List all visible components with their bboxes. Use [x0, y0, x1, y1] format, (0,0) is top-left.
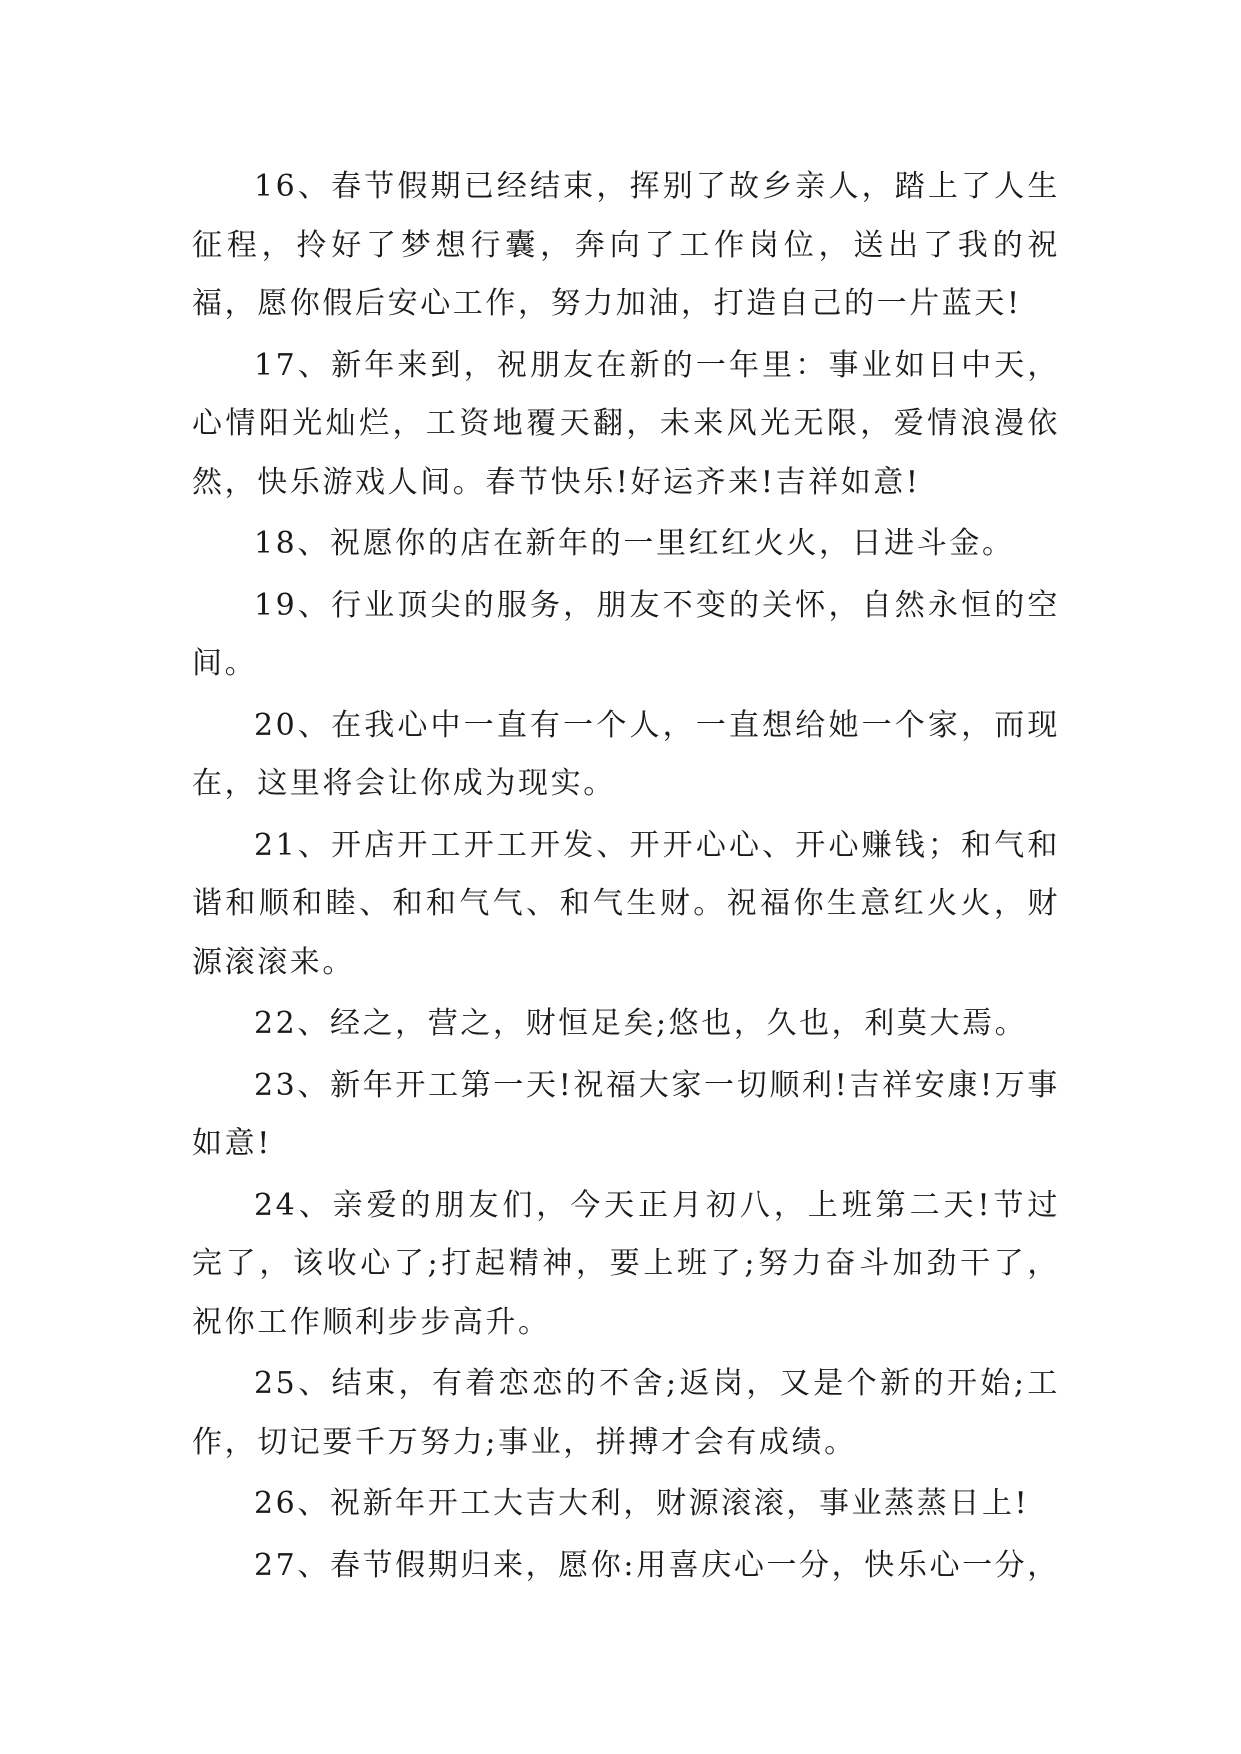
paragraph-27: 27、春节假期归来，愿你:用喜庆心一分，快乐心一分，	[254, 1547, 1060, 1583]
paragraph-20: 20、在我心中一直有一个人，一直想给她一个家，而现在，这里将会让你成为现实。	[192, 707, 1060, 801]
paragraph-23: 23、新年开工第一天!祝福大家一切顺利!吉祥安康!万事如意!	[192, 1067, 1060, 1161]
paragraph-19: 19、行业顶尖的服务，朋友不变的关怀，自然永恒的空间。	[192, 587, 1060, 681]
paragraph-22: 22、经之，营之，财恒足矣;悠也，久也，利莫大焉。	[254, 1006, 1028, 1041]
paragraph-26: 26、祝新年开工大吉大利，财源滚滚，事业蒸蒸日上!	[254, 1486, 1030, 1521]
paragraph-21: 21、开店开工开工开发、开开心心、开心赚钱；和气和谐和顺和睦、和和气气、和气生财。祝福你生意红火火，财源滚滚来。	[192, 827, 1060, 980]
document-body	[192, 158, 1060, 1598]
paragraph-16: 16、春节假期已经结束，挥别了故乡亲人，踏上了人生征程，拎好了梦想行囊，奔向了工作岗位，送出了我的祝福，愿你假后安心工作，努力加油，打造自己的一片蓝天!	[192, 169, 1060, 321]
paragraph-25: 25、结束，有着恋恋的不舍;返岗，又是个新的开始;工作，切记要千万努力;事业，拼搏才会有成绩。	[192, 1366, 1060, 1460]
paragraph-18: 18、祝愿你的店在新年的一里红红火火，日进斗金。	[254, 526, 1015, 561]
paragraph-24: 24、亲爱的朋友们，今天正月初八，上班第二天!节过完了，该收心了;打起精神，要上班了;努力奋斗加劲干了，祝你工作顺利步步高升。	[192, 1187, 1060, 1340]
paragraph-17: 17、新年来到，祝朋友在新的一年里：事业如日中天，心情阳光灿烂，工资地覆天翻，未来风光无限，爱情浪漫依然，快乐游戏人间。春节快乐!好运齐来!吉祥如意!	[192, 347, 1060, 500]
